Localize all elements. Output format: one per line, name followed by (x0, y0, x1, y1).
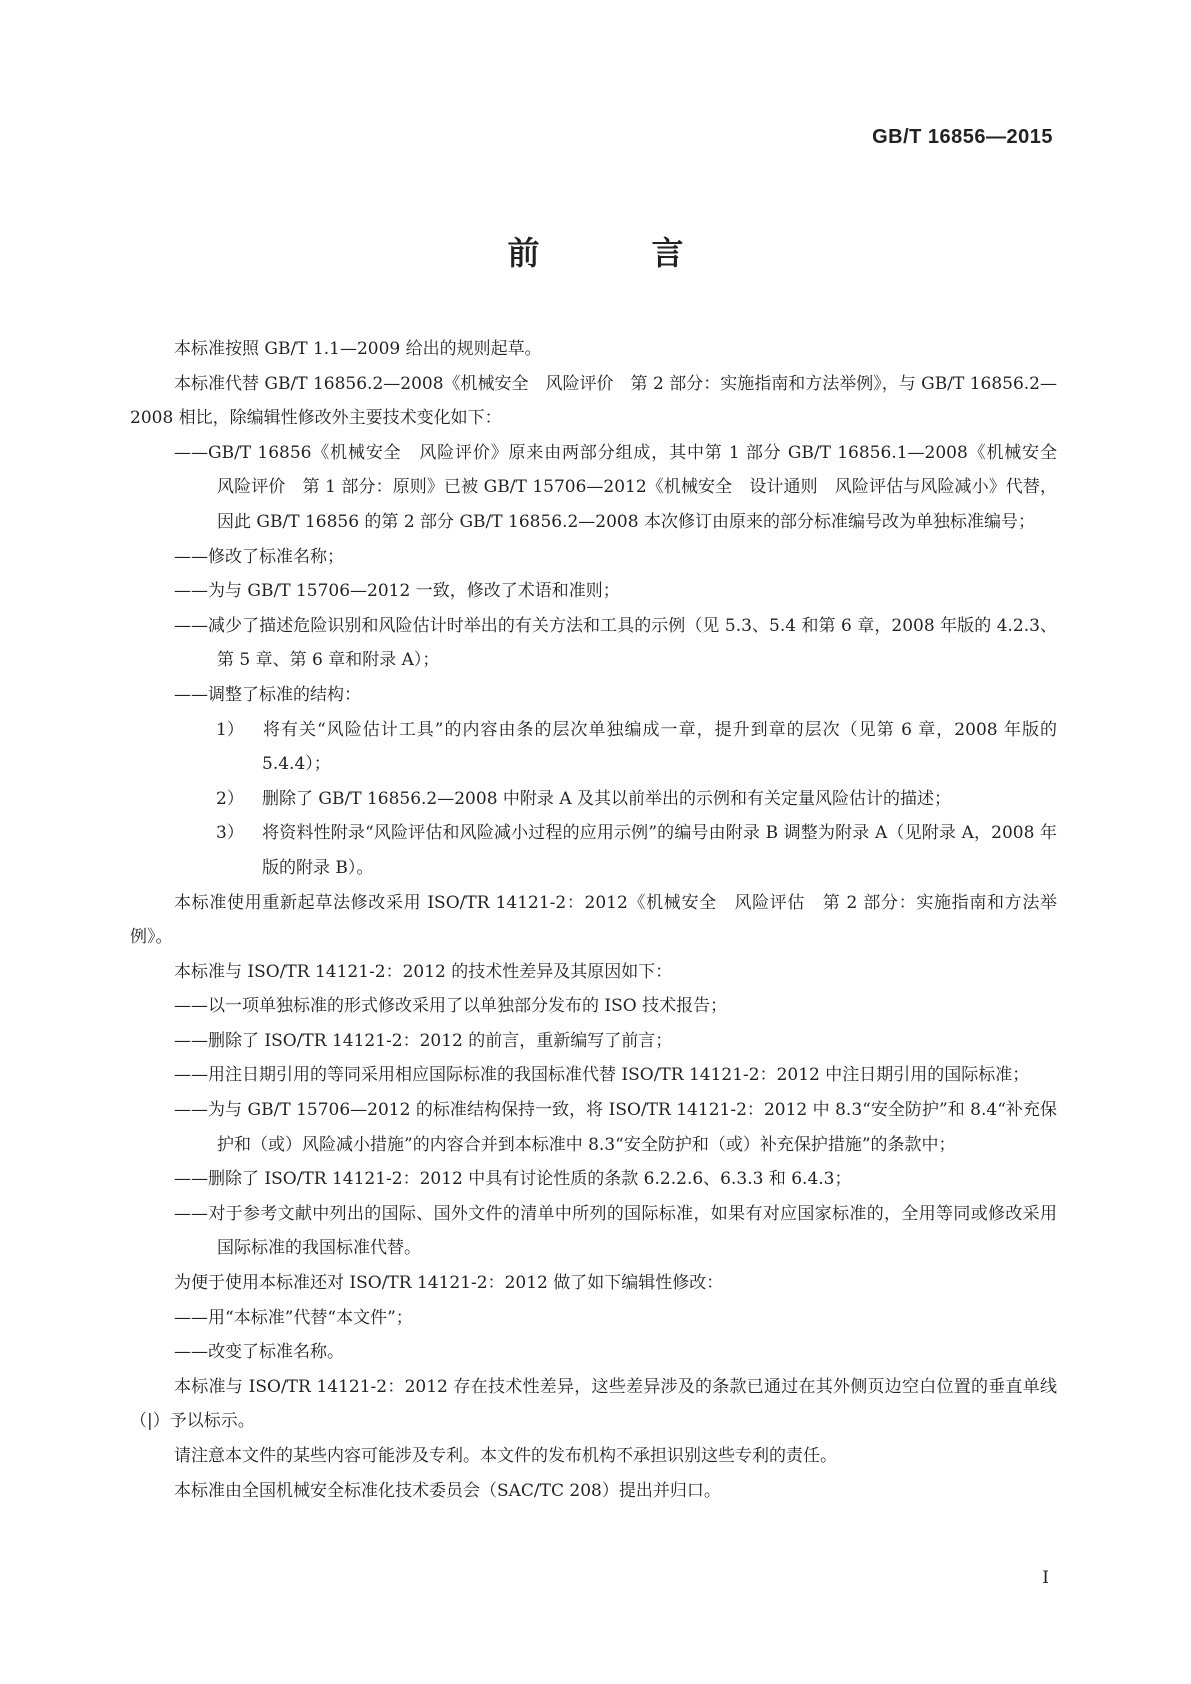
dash-list-item: ——用“本标准”代替“本文件”； (174, 1307, 413, 1328)
list-item-text: 将有关“风险估计工具”的内容由条的层次单独编成一章，提升到章的层次（见第 6 章，2008 年版的 5.4.4）； (262, 719, 1057, 775)
list-item-text: 删除了 GB/T 16856.2—2008 中附录 A 及其以前举出的示例和有关定量风险估计的描述； (262, 788, 951, 809)
list-number: 1） (216, 719, 244, 740)
dash-list-item: ——删除了 ISO/TR 14121-2：2012 中具有讨论性质的条款 6.2.2.6、6.3.3 和 6.4.3； (174, 1169, 852, 1190)
dash-list-item: ——以一项单独标准的形式修改采用了以单独部分发布的 ISO 技术报告； (174, 996, 728, 1017)
paragraph: 本标准使用重新起草法修改采用 ISO/TR 14121-2：2012《机械安全 风险评估 第 2 部分：实施指南和方法举例》。 (130, 892, 1057, 948)
dash-list-item: ——减少了描述危险识别和风险估计时举出的有关方法和工具的示例（见 5.3、5.4 和第 6 章，2008 年版的 4.2.3、第 5 章、第 6 章和附录 A）； (174, 615, 1057, 671)
page-title: 前 言 (507, 234, 724, 272)
paragraph: 为便于使用本标准还对 ISO/TR 14121-2：2012 做了如下编辑性修改： (174, 1273, 724, 1294)
dash-list-item: ——修改了标准名称； (174, 546, 344, 567)
numbered-list-item (130, 713, 1057, 782)
dash-list-item: ——改变了标准名称。 (174, 1342, 344, 1363)
numbered-list-item (130, 782, 1057, 817)
foreword-body (130, 332, 1074, 1508)
dash-list-item: ——删除了 ISO/TR 14121-2：2012 的前言，重新编写了前言； (174, 1030, 673, 1051)
paragraph: 请注意本文件的某些内容可能涉及专利。本文件的发布机构不承担识别这些专利的责任。 (174, 1446, 837, 1466)
dash-list-item: ——调整了标准的结构： (174, 684, 361, 705)
dash-list-item: ——对于参考文献中列出的国际、国外文件的清单中所列的国际标准，如果有对应国家标准的，全用等同或修改采用国际标准的我国标准代替。 (174, 1203, 1057, 1259)
list-number: 2） (216, 788, 244, 809)
dash-list-item: ——为与 GB/T 15706—2012 的标准结构保持一致，将 ISO/TR 14121-2：2012 中 8.3“安全防护”和 8.4“补充保护和（或）风险减小措施”的内容合并到本标准中 8.3“安全防护和（或）补充保护措施”的条款中； (174, 1100, 1057, 1155)
paragraph: 本标准由全国机械安全标准化技术委员会（SAC/TC 208）提出并归口。 (174, 1480, 721, 1501)
dash-list-item: ——GB/T 16856《机械安全 风险评价》原来由两部分组成，其中第 1 部分 GB/T 16856.1—2008《机械安全 风险评价 第 1 部分：原则》已被 GB/T 15706—2012《机械安全 设计通则 风险评估与风险减小》代替，因此 GB/T 16856 的第 2 部分 GB/T 16856.2—2008 本次修订由原来的部分标准编号改为单独标准编号； (174, 442, 1074, 532)
paragraph: 本标准与 ISO/TR 14121-2：2012 的技术性差异及其原因如下： (174, 961, 673, 982)
dash-list-item: ——用注日期引用的等同采用相应国际标准的我国标准代替 ISO/TR 14121-2：2012 中注日期引用的国际标准； (174, 1065, 1030, 1086)
paragraph: 本标准与 ISO/TR 14121-2：2012 存在技术性差异，这些差异涉及的条款已通过在其外侧页边空白位置的垂直单线（|）予以标示。 (130, 1376, 1057, 1432)
paragraph: 本标准代替 GB/T 16856.2—2008《机械安全 风险评价 第 2 部分：实施指南和方法举例》，与 GB/T 16856.2—2008 相比，除编辑性修改外主要技术变化如下： (130, 373, 1057, 429)
numbered-list-item (130, 816, 1057, 885)
standard-number: GB/T 16856—2015 (872, 126, 1053, 148)
page-number: I (1042, 1568, 1049, 1588)
list-item-text: 将资料性附录“风险评估和风险减小过程的应用示例”的编号由附录 B 调整为附录 A（见附录 A，2008 年版的附录 B）。 (262, 823, 1057, 878)
paragraph: 本标准按照 GB/T 1.1—2009 给出的规则起草。 (174, 339, 542, 359)
dash-list-item: ——为与 GB/T 15706—2012 一致，修改了术语和准则； (174, 581, 620, 602)
list-number: 3） (216, 823, 244, 844)
